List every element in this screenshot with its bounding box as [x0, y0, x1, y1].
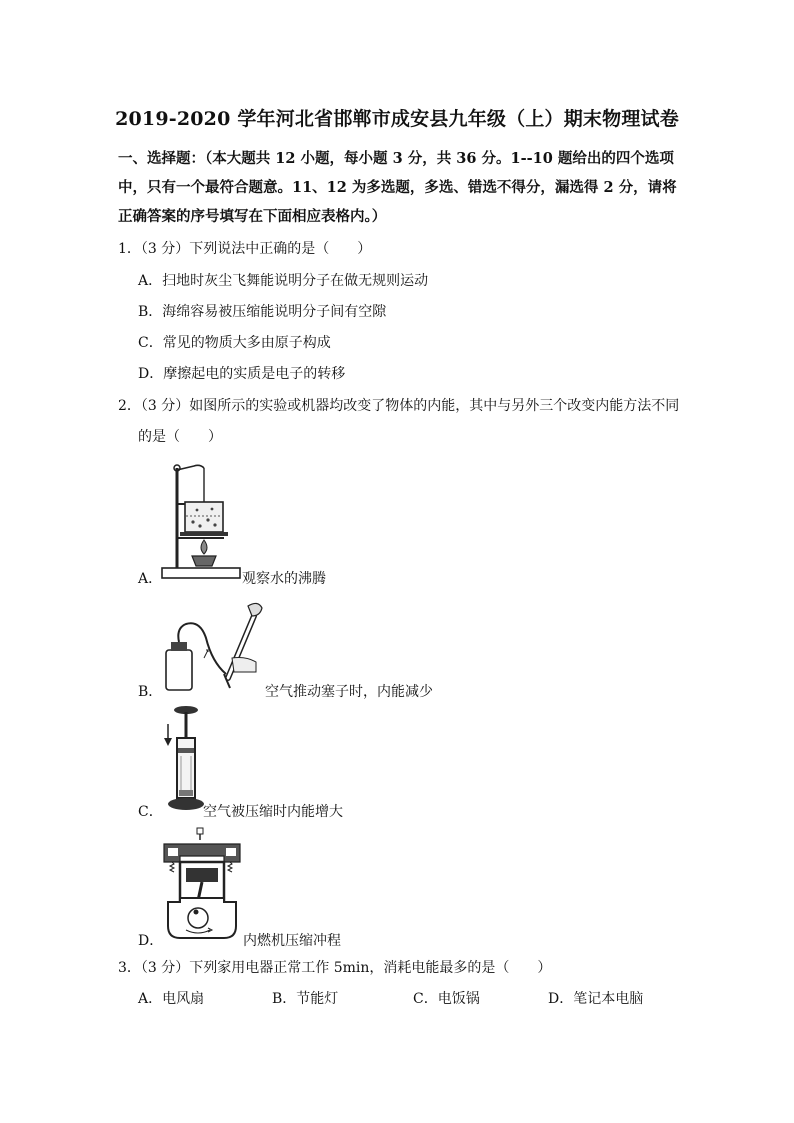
- question-3-option-b: B．节能灯: [272, 991, 339, 1007]
- question-3-option-a: A．电风扇: [138, 991, 205, 1007]
- question-2-option-b-caption: 空气推动塞子时，内能减少: [265, 684, 433, 700]
- boiling-water-apparatus-figure: [160, 460, 242, 582]
- question-2-option-b-letter: B．: [138, 684, 163, 700]
- question-2-option-d-caption: 内燃机压缩冲程: [243, 933, 341, 949]
- question-2-option-c-caption: 空气被压缩时内能增大: [203, 804, 343, 820]
- internal-combustion-engine-figure: [160, 826, 244, 944]
- question-2-option-a-letter: A．: [138, 571, 163, 587]
- question-2-stem-line2: 的是（ ）: [138, 429, 222, 445]
- question-1-option-d: D．摩擦起电的实质是电子的转移: [138, 366, 346, 382]
- question-2-option-c-letter: C．: [138, 804, 163, 820]
- question-3-option-d: D．笔记本电脑: [548, 991, 644, 1007]
- question-1-option-a: A．扫地时灰尘飞舞能说明分子在做无规则运动: [138, 273, 429, 289]
- question-1-stem: 1．（3 分）下列说法中正确的是（ ）: [118, 241, 372, 257]
- section-heading: 一、选择题：（本大题共 12 小题，每小题 3 分，共 36 分。1--10 题给出的四个选项中，只有一个最符合题意。11、12 为多选题，多选、错选不得分，漏选得 2 分，请将正确答案的序号填写在下面相应表格内。）: [118, 150, 677, 225]
- question-2-stem-line1: 2．（3 分）如图所示的实验或机器均改变了物体的内能，其中与另外三个改变内能方法不同: [118, 398, 680, 414]
- question-1-option-c: C．常见的物质大多由原子构成: [138, 335, 331, 351]
- question-3-option-c: C．电饭锅: [413, 991, 480, 1007]
- question-2-option-a-caption: 观察水的沸腾: [242, 571, 326, 587]
- page-title: 2019-2020 学年河北省邯郸市成安县九年级（上）期末物理试卷: [115, 108, 679, 130]
- bottle-pump-figure: [160, 598, 268, 698]
- question-3-stem: 3．（3 分）下列家用电器正常工作 5min，消耗电能最多的是（ ）: [118, 960, 552, 976]
- question-1-option-b: B．海绵容易被压缩能说明分子间有空隙: [138, 304, 387, 320]
- air-compression-cylinder-figure: [162, 704, 204, 814]
- question-2-option-d-letter: D．: [138, 933, 164, 949]
